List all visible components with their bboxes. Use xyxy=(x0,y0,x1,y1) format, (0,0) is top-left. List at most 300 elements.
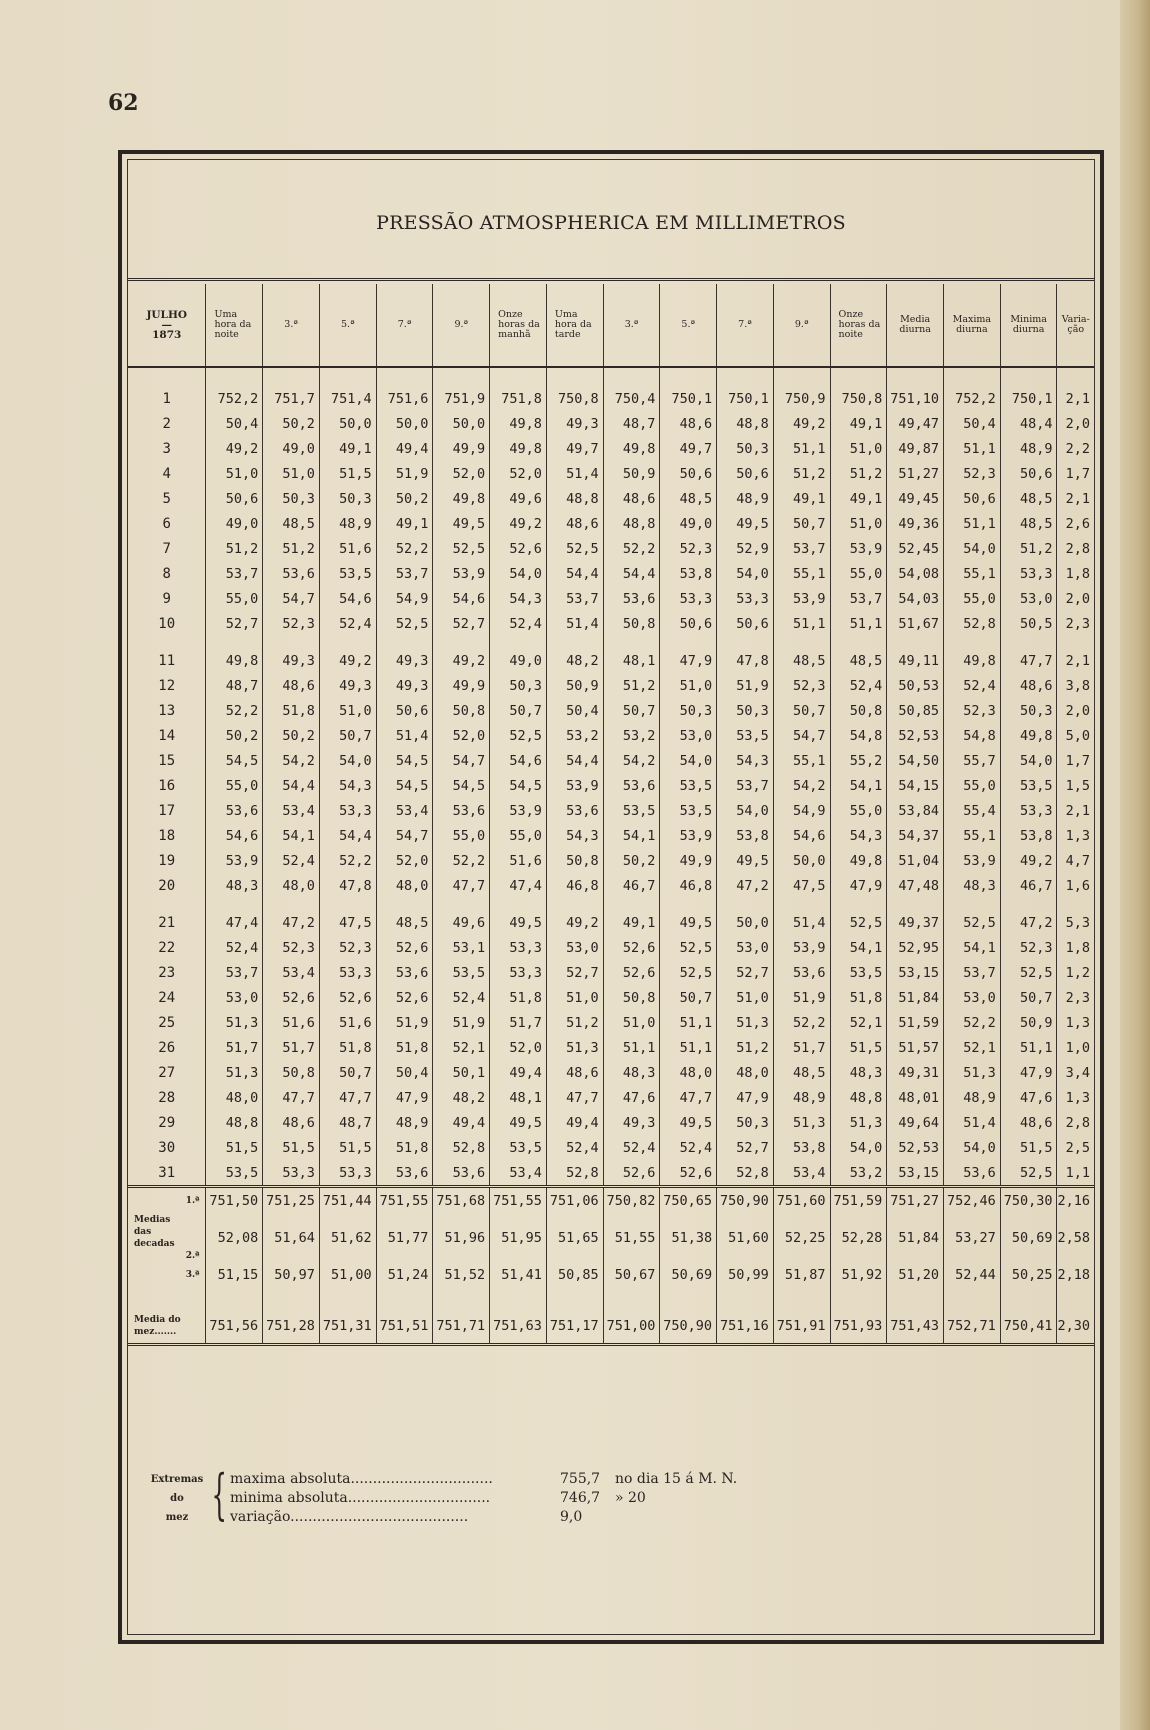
decade-label-line: Medias xyxy=(134,1215,171,1225)
value-cell: 47,2 xyxy=(1000,910,1057,935)
value-cell: 2,1 xyxy=(1065,390,1090,407)
value-cell: 55,4 xyxy=(944,798,1001,823)
value-cell: 52,45 xyxy=(887,536,944,561)
value-cell: 50,7 xyxy=(319,1060,376,1085)
day-cell: 10 xyxy=(128,611,206,636)
spacer-cell xyxy=(490,898,547,910)
value-cell: 49,1 xyxy=(830,411,887,436)
value-cell: 751,16 xyxy=(717,1309,774,1345)
table-row xyxy=(128,748,1094,773)
value-cell: 50,8 xyxy=(603,611,660,636)
value-cell: 48,5 xyxy=(1000,486,1057,511)
value-cell: 751,7 xyxy=(263,386,320,411)
day-cell: 27 xyxy=(128,1060,206,1085)
value-cell: 55,0 xyxy=(830,798,887,823)
column-header: Media diurna xyxy=(887,284,944,367)
spacer-cell xyxy=(944,898,1001,910)
spacer-cell xyxy=(128,636,206,648)
column-header: 7.ª xyxy=(717,284,774,367)
value-cell: 47,5 xyxy=(773,873,830,898)
value-cell: 52,4 xyxy=(944,673,1001,698)
month-mean-label xyxy=(128,1309,206,1345)
value-cell: 52,0 xyxy=(490,1035,547,1060)
value-cell: 49,5 xyxy=(433,511,490,536)
value-cell: 54,4 xyxy=(546,748,603,773)
value-cell: 54,8 xyxy=(830,723,887,748)
decade-label-line: decadas xyxy=(134,1239,175,1249)
spacer-cell xyxy=(433,367,490,386)
value-cell: 48,6 xyxy=(546,511,603,536)
value-cell: 49,4 xyxy=(546,1110,603,1135)
value-cell: 1,5 xyxy=(1065,777,1090,794)
value-cell: 50,2 xyxy=(263,723,320,748)
table-row xyxy=(128,960,1094,985)
value-cell: 48,6 xyxy=(603,486,660,511)
day-cell: 1 xyxy=(128,386,206,411)
value-cell: 50,85 xyxy=(887,698,944,723)
brace-glyph: { xyxy=(211,1463,227,1526)
decade-label-cell xyxy=(128,1187,206,1215)
value-cell: 50,8 xyxy=(433,698,490,723)
value-cell: 52,0 xyxy=(433,461,490,486)
value-cell: 55,0 xyxy=(490,823,547,848)
value-cell: 53,4 xyxy=(263,798,320,823)
value-cell: 751,31 xyxy=(319,1309,376,1345)
value-cell: 53,6 xyxy=(433,798,490,823)
value-cell: 51,8 xyxy=(319,1035,376,1060)
value-cell: 51,7 xyxy=(773,1035,830,1060)
value-cell: 52,4 xyxy=(490,611,547,636)
value-cell: 48,3 xyxy=(206,873,263,898)
value-cell: 53,6 xyxy=(433,1160,490,1187)
column-header: 7.ª xyxy=(376,284,433,367)
month-dash: — xyxy=(161,319,172,331)
value-cell: 52,6 xyxy=(376,985,433,1010)
value-cell: 53,84 xyxy=(887,798,944,823)
decade-label-cell xyxy=(128,1214,206,1262)
spacer-cell xyxy=(546,367,603,386)
value-cell: 51,0 xyxy=(717,985,774,1010)
value-cell: 50,3 xyxy=(717,1110,774,1135)
value-cell: 51,5 xyxy=(830,1035,887,1060)
spacer-cell xyxy=(1000,898,1057,910)
value-cell: 51,0 xyxy=(546,985,603,1010)
table-row xyxy=(128,910,1094,935)
value-cell: 49,6 xyxy=(490,486,547,511)
value-cell: 750,1 xyxy=(717,386,774,411)
spacer-cell xyxy=(887,367,944,386)
table-row xyxy=(128,1110,1094,1135)
value-cell: 48,9 xyxy=(319,511,376,536)
value-cell: 752,2 xyxy=(206,386,263,411)
value-cell: 52,4 xyxy=(433,985,490,1010)
value-cell: 51,00 xyxy=(319,1262,376,1287)
value-cell: 50,25 xyxy=(1000,1262,1057,1287)
value-cell: 53,3 xyxy=(1000,798,1057,823)
value-cell: 53,0 xyxy=(1000,586,1057,611)
spacer-cell xyxy=(319,1287,376,1309)
value-cell: 51,3 xyxy=(830,1110,887,1135)
column-header: Uma hora da tarde xyxy=(546,284,603,367)
value-cell: 54,7 xyxy=(376,823,433,848)
value-cell: 52,4 xyxy=(830,673,887,698)
value-cell: 49,0 xyxy=(490,648,547,673)
value-cell: 750,82 xyxy=(603,1187,660,1215)
value-cell: 48,6 xyxy=(1000,1110,1057,1135)
value-cell: 52,9 xyxy=(717,536,774,561)
value-cell: 49,8 xyxy=(830,848,887,873)
value-cell: 52,2 xyxy=(603,536,660,561)
value-cell: 51,9 xyxy=(433,1010,490,1035)
day-cell: 22 xyxy=(128,935,206,960)
value-cell: 751,6 xyxy=(376,386,433,411)
table-row xyxy=(128,1135,1094,1160)
value-cell: 51,6 xyxy=(319,536,376,561)
day-cell: 29 xyxy=(128,1110,206,1135)
extreme-value: 746,7 xyxy=(560,1490,601,1506)
spacer-cell xyxy=(490,636,547,648)
value-cell: 49,36 xyxy=(887,511,944,536)
value-cell: 2,3 xyxy=(1065,615,1090,632)
value-cell: 50,3 xyxy=(1000,698,1057,723)
spacer-cell xyxy=(660,636,717,648)
value-cell: 3,8 xyxy=(1065,677,1090,694)
value-cell: 47,9 xyxy=(376,1085,433,1110)
value-cell: 50,6 xyxy=(1000,461,1057,486)
value-cell: 51,7 xyxy=(263,1035,320,1060)
value-cell: 50,0 xyxy=(773,848,830,873)
table-row xyxy=(128,823,1094,848)
value-cell: 2,16 xyxy=(1057,1187,1094,1215)
value-cell: 49,8 xyxy=(490,436,547,461)
value-cell: 53,9 xyxy=(206,848,263,873)
value-cell: 48,9 xyxy=(1000,436,1057,461)
spacer-cell xyxy=(1057,636,1094,648)
value-cell: 50,9 xyxy=(1000,1010,1057,1035)
value-cell: 49,9 xyxy=(433,673,490,698)
value-cell: 52,8 xyxy=(433,1135,490,1160)
value-cell: 49,7 xyxy=(660,436,717,461)
header-row xyxy=(128,284,1094,367)
value-cell: 53,5 xyxy=(660,798,717,823)
decade-ordinal: 3.ª xyxy=(185,1269,200,1280)
decade-label-line: das xyxy=(134,1227,152,1237)
value-cell: 51,4 xyxy=(773,910,830,935)
value-cell: 52,7 xyxy=(206,611,263,636)
value-cell: 49,87 xyxy=(887,436,944,461)
value-cell: 51,1 xyxy=(773,611,830,636)
value-cell: 50,7 xyxy=(319,723,376,748)
value-cell: 53,6 xyxy=(603,586,660,611)
value-cell: 50,7 xyxy=(603,698,660,723)
column-header: 9.ª xyxy=(773,284,830,367)
extremes-label xyxy=(142,1470,212,1527)
pressure-table xyxy=(128,284,1094,1346)
value-cell: 751,43 xyxy=(887,1309,944,1345)
value-cell: 51,96 xyxy=(433,1214,490,1262)
day-cell: 9 xyxy=(128,586,206,611)
value-cell: 53,9 xyxy=(830,536,887,561)
value-cell: 53,5 xyxy=(206,1160,263,1187)
extreme-note: » 20 xyxy=(615,1490,646,1506)
value-cell: 49,8 xyxy=(1000,723,1057,748)
value-cell: 51,1 xyxy=(944,511,1001,536)
table-row xyxy=(128,985,1094,1010)
value-cell: 48,8 xyxy=(546,486,603,511)
spacer-cell xyxy=(490,367,547,386)
value-cell: 48,7 xyxy=(319,1110,376,1135)
value-cell: 55,7 xyxy=(944,748,1001,773)
value-cell: 752,2 xyxy=(944,386,1001,411)
value-cell: 54,0 xyxy=(944,1135,1001,1160)
value-cell: 52,3 xyxy=(773,673,830,698)
table-row xyxy=(128,723,1094,748)
value-cell: 48,5 xyxy=(263,511,320,536)
value-cell: 48,2 xyxy=(546,648,603,673)
value-cell: 51,2 xyxy=(830,461,887,486)
value-cell: 52,95 xyxy=(887,935,944,960)
value-cell: 54,9 xyxy=(773,798,830,823)
value-cell: 53,9 xyxy=(433,561,490,586)
value-cell: 53,9 xyxy=(944,848,1001,873)
value-cell: 47,9 xyxy=(717,1085,774,1110)
spacer-cell xyxy=(717,367,774,386)
value-cell: 751,51 xyxy=(376,1309,433,1345)
value-cell: 47,5 xyxy=(319,910,376,935)
spacer-cell xyxy=(830,898,887,910)
value-cell: 49,0 xyxy=(206,511,263,536)
value-cell: 53,5 xyxy=(830,960,887,985)
value-cell: 47,4 xyxy=(206,910,263,935)
value-cell: 48,0 xyxy=(376,873,433,898)
value-cell: 53,6 xyxy=(263,561,320,586)
extremes-label-line: Extremas xyxy=(150,1474,204,1485)
spacer-cell xyxy=(263,636,320,648)
value-cell: 53,0 xyxy=(944,985,1001,1010)
value-cell: 47,2 xyxy=(717,873,774,898)
value-cell: 49,8 xyxy=(490,411,547,436)
value-cell: 50,3 xyxy=(717,698,774,723)
value-cell: 48,5 xyxy=(376,910,433,935)
value-cell: 52,8 xyxy=(944,611,1001,636)
value-cell: 48,6 xyxy=(546,1060,603,1085)
value-cell: 751,56 xyxy=(206,1309,263,1345)
extremes-label-line: do xyxy=(170,1493,184,1504)
value-cell: 52,4 xyxy=(263,848,320,873)
spacer-cell xyxy=(433,636,490,648)
table-row xyxy=(128,698,1094,723)
value-cell: 52,4 xyxy=(603,1135,660,1160)
extreme-value: 9,0 xyxy=(560,1509,583,1525)
value-cell: 51,9 xyxy=(376,461,433,486)
spacer-cell xyxy=(830,636,887,648)
day-cell: 19 xyxy=(128,848,206,873)
value-cell: 47,7 xyxy=(546,1085,603,1110)
table-row xyxy=(128,1010,1094,1035)
value-cell: 55,1 xyxy=(944,823,1001,848)
value-cell: 50,3 xyxy=(319,486,376,511)
value-cell: 50,8 xyxy=(546,848,603,873)
value-cell: 52,0 xyxy=(433,723,490,748)
value-cell: 52,2 xyxy=(206,698,263,723)
value-cell: 53,9 xyxy=(546,773,603,798)
value-cell: 54,0 xyxy=(944,536,1001,561)
day-cell: 31 xyxy=(128,1160,206,1187)
value-cell: 54,3 xyxy=(830,823,887,848)
value-cell: 48,9 xyxy=(944,1085,1001,1110)
spacer-cell xyxy=(128,898,206,910)
value-cell: 750,1 xyxy=(660,386,717,411)
value-cell: 54,5 xyxy=(433,773,490,798)
value-cell: 50,7 xyxy=(660,985,717,1010)
value-cell: 53,3 xyxy=(717,586,774,611)
value-cell: 52,5 xyxy=(830,910,887,935)
value-cell: 54,7 xyxy=(433,748,490,773)
value-cell: 51,9 xyxy=(717,673,774,698)
day-cell: 24 xyxy=(128,985,206,1010)
value-cell: 52,3 xyxy=(1000,935,1057,960)
table-row xyxy=(128,436,1094,461)
value-cell: 1,3 xyxy=(1065,1089,1090,1106)
value-cell: 51,60 xyxy=(717,1214,774,1262)
spacer-cell xyxy=(603,636,660,648)
value-cell: 752,71 xyxy=(944,1309,1001,1345)
value-cell: 51,2 xyxy=(773,461,830,486)
value-cell: 54,3 xyxy=(717,748,774,773)
spacer-cell xyxy=(263,1287,320,1309)
value-cell: 49,7 xyxy=(546,436,603,461)
value-cell: 51,0 xyxy=(263,461,320,486)
value-cell: 51,92 xyxy=(830,1262,887,1287)
value-cell: 49,2 xyxy=(773,411,830,436)
value-cell: 50,69 xyxy=(1000,1214,1057,1262)
value-cell: 54,1 xyxy=(603,823,660,848)
value-cell: 52,3 xyxy=(944,698,1001,723)
value-cell: 52,6 xyxy=(660,1160,717,1187)
day-cell: 8 xyxy=(128,561,206,586)
value-cell: 49,4 xyxy=(490,1060,547,1085)
table-row xyxy=(128,461,1094,486)
value-cell: 48,6 xyxy=(660,411,717,436)
spacer-cell xyxy=(660,367,717,386)
value-cell: 54,7 xyxy=(263,586,320,611)
spacer-cell xyxy=(944,1287,1001,1309)
value-cell: 49,31 xyxy=(887,1060,944,1085)
spacer-cell xyxy=(887,898,944,910)
value-cell: 52,4 xyxy=(660,1135,717,1160)
extreme-value: 755,7 xyxy=(560,1471,601,1487)
spacer-cell xyxy=(1000,367,1057,386)
value-cell: 50,7 xyxy=(490,698,547,723)
value-cell: 52,25 xyxy=(773,1214,830,1262)
day-cell: 14 xyxy=(128,723,206,748)
value-cell: 48,3 xyxy=(944,873,1001,898)
value-cell: 55,0 xyxy=(944,586,1001,611)
spacer-cell xyxy=(376,1287,433,1309)
value-cell: 53,0 xyxy=(206,985,263,1010)
value-cell: 1,6 xyxy=(1065,877,1090,894)
spacer-cell xyxy=(717,1287,774,1309)
value-cell: 50,8 xyxy=(263,1060,320,1085)
value-cell: 54,4 xyxy=(603,561,660,586)
spacer-cell xyxy=(660,898,717,910)
value-cell: 52,6 xyxy=(603,960,660,985)
day-cell: 18 xyxy=(128,823,206,848)
value-cell: 49,47 xyxy=(887,411,944,436)
value-cell: 54,4 xyxy=(319,823,376,848)
value-cell: 53,3 xyxy=(319,960,376,985)
value-cell: 50,9 xyxy=(546,673,603,698)
value-cell: 48,5 xyxy=(773,648,830,673)
table-row xyxy=(128,848,1094,873)
spacer-cell xyxy=(319,898,376,910)
value-cell: 53,2 xyxy=(546,723,603,748)
value-cell: 49,2 xyxy=(490,511,547,536)
value-cell: 46,7 xyxy=(1000,873,1057,898)
value-cell: 51,4 xyxy=(546,461,603,486)
value-cell: 51,3 xyxy=(546,1035,603,1060)
value-cell: 751,59 xyxy=(830,1187,887,1215)
value-cell: 50,4 xyxy=(546,698,603,723)
value-cell: 1,3 xyxy=(1065,827,1090,844)
value-cell: 51,2 xyxy=(206,536,263,561)
value-cell: 2,1 xyxy=(1065,802,1090,819)
value-cell: 750,30 xyxy=(1000,1187,1057,1215)
value-cell: 54,0 xyxy=(319,748,376,773)
spacer-cell xyxy=(433,898,490,910)
day-cell: 6 xyxy=(128,511,206,536)
value-cell: 54,2 xyxy=(773,773,830,798)
spacer-cell xyxy=(128,1287,206,1309)
value-cell: 53,8 xyxy=(717,823,774,848)
value-cell: 54,5 xyxy=(490,773,547,798)
value-cell: 49,5 xyxy=(490,1110,547,1135)
value-cell: 55,0 xyxy=(433,823,490,848)
value-cell: 48,5 xyxy=(660,486,717,511)
value-cell: 54,6 xyxy=(433,586,490,611)
value-cell: 51,2 xyxy=(1000,536,1057,561)
value-cell: 53,6 xyxy=(376,1160,433,1187)
value-cell: 750,8 xyxy=(830,386,887,411)
value-cell: 48,0 xyxy=(660,1060,717,1085)
value-cell: 55,1 xyxy=(944,561,1001,586)
value-cell: 49,2 xyxy=(433,648,490,673)
column-header: Onze horas da noite xyxy=(830,284,887,367)
value-cell: 54,6 xyxy=(773,823,830,848)
value-cell: 51,0 xyxy=(660,673,717,698)
value-cell: 50,4 xyxy=(376,1060,433,1085)
value-cell: 51,4 xyxy=(546,611,603,636)
value-cell: 54,0 xyxy=(1000,748,1057,773)
value-cell: 54,1 xyxy=(263,823,320,848)
value-cell: 51,4 xyxy=(944,1110,1001,1135)
value-cell: 53,0 xyxy=(546,935,603,960)
table-frame-inner xyxy=(127,159,1095,1635)
month-header xyxy=(128,284,206,367)
value-cell: 51,1 xyxy=(1000,1035,1057,1060)
value-cell: 750,90 xyxy=(660,1309,717,1345)
value-cell: 51,59 xyxy=(887,1010,944,1035)
value-cell: 48,6 xyxy=(263,673,320,698)
spacer-cell xyxy=(1000,636,1057,648)
value-cell: 53,15 xyxy=(887,960,944,985)
spacer-cell xyxy=(773,636,830,648)
day-cell: 5 xyxy=(128,486,206,511)
value-cell: 52,2 xyxy=(319,848,376,873)
value-cell: 53,7 xyxy=(376,561,433,586)
day-cell: 13 xyxy=(128,698,206,723)
value-cell: 1,0 xyxy=(1065,1039,1090,1056)
